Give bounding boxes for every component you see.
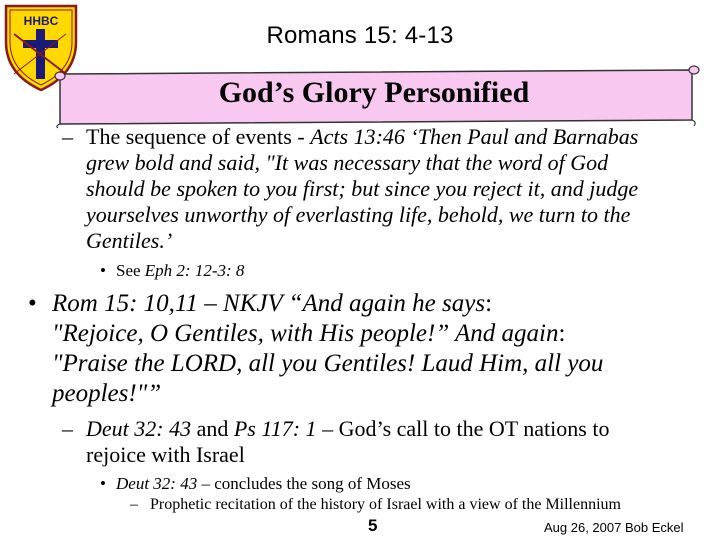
svg-text:HHBC: HHBC bbox=[23, 14, 59, 28]
bullet-text-line: should be spoken to you first; but since you reject it, and judge bbox=[86, 176, 639, 201]
bullet-text-line: rejoice with Israel bbox=[86, 442, 245, 467]
dot-bullet: • bbox=[28, 290, 37, 317]
banner-title: God’s Glory Personified bbox=[218, 76, 530, 109]
bullet-text-line: yourselves unworthy of everlasting life, behold, we turn to the bbox=[86, 202, 631, 227]
bullet-text-line: "Rejoice, O Gentiles, with His people!” And again: bbox=[52, 320, 566, 347]
bullet-text-line: grew bold and said, "It was necessary that the word of God bbox=[86, 150, 609, 175]
dot-bullet: • bbox=[100, 474, 106, 493]
bullet-text-line: See Eph 2: 12-3: 8 bbox=[116, 261, 245, 280]
bullet-text-line: Deut 32: 43 and Ps 117: 1 – God’s call to the OT nations to bbox=[86, 416, 610, 441]
slide-title: Romans 15: 4-13 bbox=[266, 22, 454, 49]
dash-bullet: – bbox=[62, 416, 73, 441]
bullet-text-line: Prophetic recitation of the history of Israel with a view of the Millennium bbox=[150, 496, 621, 513]
bullet-text-line: peoples!"” bbox=[52, 380, 162, 407]
bullet-text-line: Gentiles.’ bbox=[86, 228, 173, 253]
bullet-text-line: Deut 32: 43 – concludes the song of Moses bbox=[116, 474, 411, 493]
dot-bullet: • bbox=[100, 261, 106, 280]
dash-bullet: – bbox=[62, 124, 73, 149]
page-number: 5 bbox=[368, 516, 378, 535]
bullet-text-line: The sequence of events - Acts 13:46 ‘Then Paul and Barnabas bbox=[86, 124, 639, 149]
dash-bullet: – bbox=[130, 496, 138, 513]
footer-date: Aug 26, 2007 Bob Eckel bbox=[544, 520, 684, 535]
bullet-text-line: "Praise the LORD, all you Gentiles! Laud Him, all you bbox=[52, 350, 604, 377]
bullet-text-line: Rom 15: 10,11 – NKJV “And again he says: bbox=[52, 290, 493, 317]
